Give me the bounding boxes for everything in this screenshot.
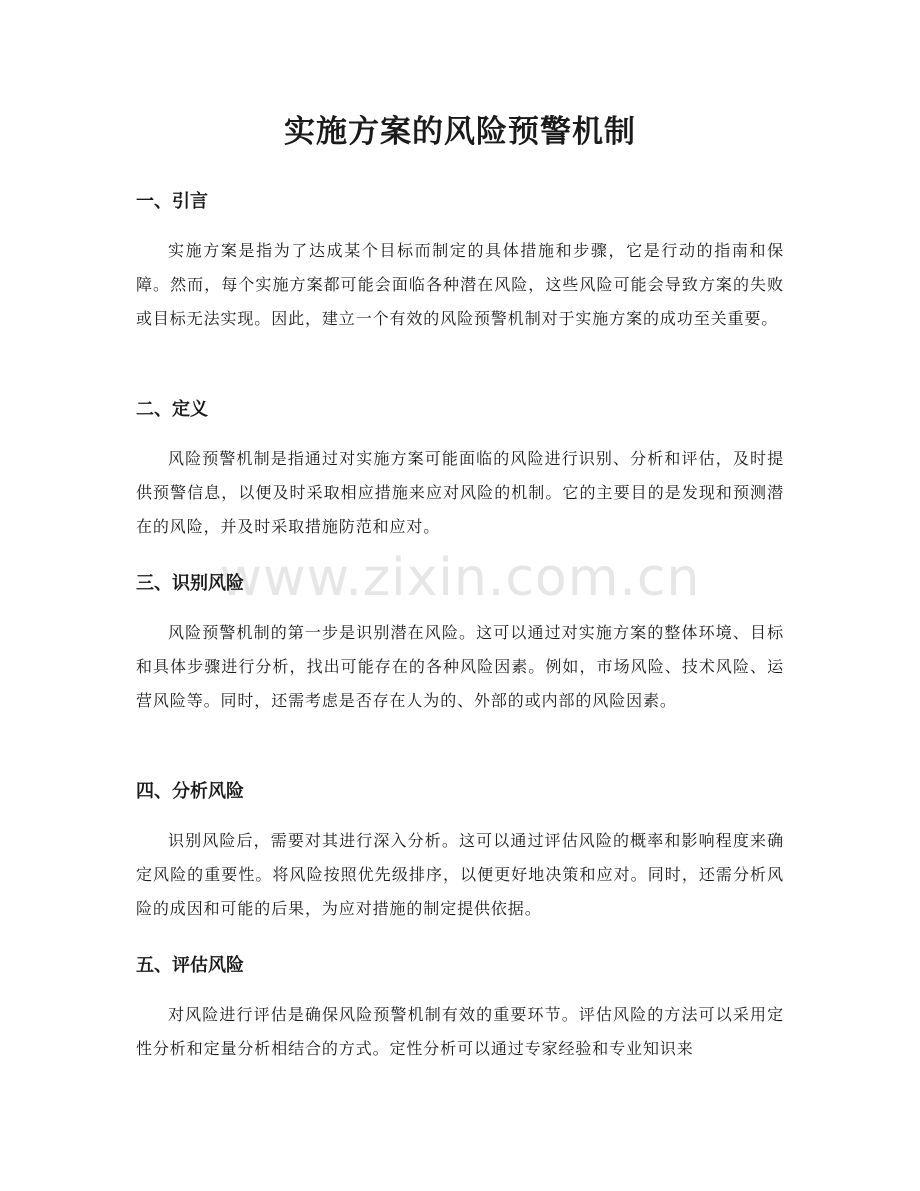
section-paragraph-identify-risk: 风险预警机制的第一步是识别潜在风险。这可以通过对实施方案的整体环境、目标和具体步骤进行分析，找出可能存在的各种风险因素。例如，市场风险、技术风险、运营风险等。同时，还需考虑是否存在人为的、外部的或内部的风险因素。 xyxy=(136,623,784,710)
section-paragraph-definition: 风险预警机制是指通过对实施方案可能面临的风险进行识别、分析和评估，及时提供预警信息，以便及时采取相应措施来应对风险的机制。它的主要目的是发现和预测潜在的风险，并及时采取措施防范和应对。 xyxy=(136,449,784,536)
section-heading-identify-risk: 三、识别风险 xyxy=(136,573,244,594)
section-heading-evaluate-risk: 五、评估风险 xyxy=(136,955,244,976)
section-heading-intro: 一、引言 xyxy=(136,191,208,212)
document-title: 实施方案的风险预警机制 xyxy=(284,114,636,150)
section-heading-analyze-risk: 四、分析风险 xyxy=(136,781,244,802)
section-heading-definition: 二、定义 xyxy=(136,399,208,420)
watermark: www.zixin.com.cn xyxy=(219,548,701,608)
section-paragraph-analyze-risk: 识别风险后，需要对其进行深入分析。这可以通过评估风险的概率和影响程度来确定风险的重要性。将风险按照优先级排序，以便更好地决策和应对。同时，还需分析风险的成因和可能的后果，为应对措施的制定提供依据。 xyxy=(136,831,784,918)
section-paragraph-evaluate-risk: 对风险进行评估是确保风险预警机制有效的重要环节。评估风险的方法可以采用定性分析和定量分析相结合的方式。定性分析可以通过专家经验和专业知识来 xyxy=(136,1005,784,1058)
section-paragraph-intro: 实施方案是指为了达成某个目标而制定的具体措施和步骤，它是行动的指南和保障。然而，每个实施方案都可能会面临各种潜在风险，这些风险可能会导致方案的失败或目标无法实现。因此，建立一个有效的风险预警机制对于实施方案的成功至关重要。 xyxy=(136,241,784,328)
